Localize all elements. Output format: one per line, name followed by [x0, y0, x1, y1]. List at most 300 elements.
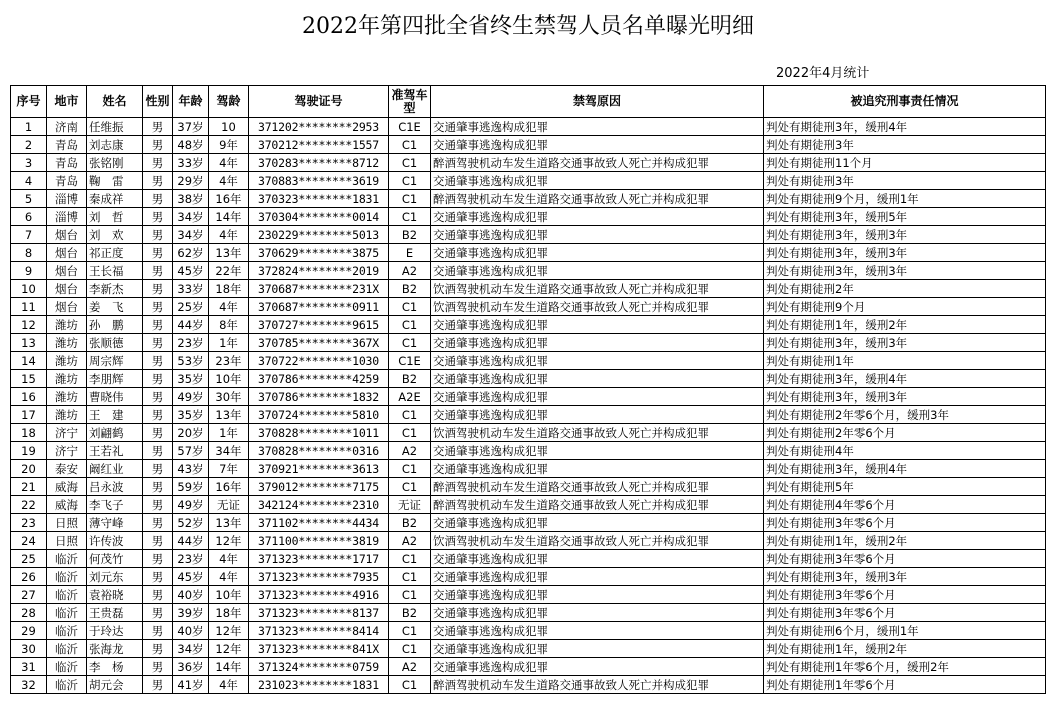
cell-ban-reason: 交通肇事逃逸构成犯罪 [431, 352, 764, 370]
table-row [11, 316, 1046, 334]
cell-criminal-liability: 判处有期徒刑3年 [764, 136, 1046, 154]
cell-ban-reason: 交通肇事逃逸构成犯罪 [431, 334, 764, 352]
cell-driving-years: 4年 [209, 172, 249, 190]
cell-criminal-liability: 判处有期徒刑5年 [764, 478, 1046, 496]
cell-vehicle-class: C1 [389, 316, 431, 334]
cell-vehicle-class: A2 [389, 532, 431, 550]
cell-gender: 男 [143, 154, 173, 172]
table-row [11, 190, 1046, 208]
cell-name: 袁裕晓 [87, 586, 143, 604]
cell-age: 34岁 [173, 226, 209, 244]
cell-ban-reason: 饮酒驾驶机动车发生道路交通事故致人死亡并构成犯罪 [431, 280, 764, 298]
cell-gender: 男 [143, 640, 173, 658]
col-header-license-number: 驾驶证号 [249, 86, 389, 118]
table-row [11, 154, 1046, 172]
cell-index: 29 [11, 622, 47, 640]
cell-driving-years: 4年 [209, 298, 249, 316]
table-row [11, 226, 1046, 244]
cell-criminal-liability: 判处有期徒刑3年零6个月 [764, 586, 1046, 604]
cell-city: 泰安 [47, 460, 87, 478]
table-row [11, 442, 1046, 460]
cell-vehicle-class: C1E [389, 118, 431, 136]
cell-age: 49岁 [173, 496, 209, 514]
cell-criminal-liability: 判处有期徒刑4年 [764, 442, 1046, 460]
table-row [11, 586, 1046, 604]
cell-gender: 男 [143, 208, 173, 226]
table-row [11, 460, 1046, 478]
cell-license-number: 230229********5013 [249, 226, 389, 244]
cell-name: 张铭刚 [87, 154, 143, 172]
cell-city: 青岛 [47, 136, 87, 154]
cell-vehicle-class: C1 [389, 478, 431, 496]
cell-age: 35岁 [173, 370, 209, 388]
cell-license-number: 370828********0316 [249, 442, 389, 460]
cell-criminal-liability: 判处有期徒刑4年零6个月 [764, 496, 1046, 514]
table-header-row [11, 86, 1046, 118]
cell-name: 任维振 [87, 118, 143, 136]
cell-name: 刘 哲 [87, 208, 143, 226]
cell-gender: 男 [143, 532, 173, 550]
cell-ban-reason: 交通肇事逃逸构成犯罪 [431, 244, 764, 262]
cell-gender: 男 [143, 172, 173, 190]
cell-ban-reason: 醉酒驾驶机动车发生道路交通事故致人死亡并构成犯罪 [431, 478, 764, 496]
cell-license-number: 370722********1030 [249, 352, 389, 370]
table-row [11, 568, 1046, 586]
cell-city: 烟台 [47, 298, 87, 316]
cell-index: 31 [11, 658, 47, 676]
cell-city: 潍坊 [47, 334, 87, 352]
cell-name: 薄守峰 [87, 514, 143, 532]
cell-criminal-liability: 判处有期徒刑3年，缓刑3年 [764, 568, 1046, 586]
cell-driving-years: 30年 [209, 388, 249, 406]
cell-gender: 男 [143, 406, 173, 424]
table-row [11, 280, 1046, 298]
cell-name: 李飞子 [87, 496, 143, 514]
cell-gender: 男 [143, 388, 173, 406]
table-row [11, 478, 1046, 496]
cell-index: 5 [11, 190, 47, 208]
cell-city: 临沂 [47, 604, 87, 622]
cell-index: 27 [11, 586, 47, 604]
cell-age: 20岁 [173, 424, 209, 442]
cell-license-number: 371324********0759 [249, 658, 389, 676]
cell-vehicle-class: B2 [389, 514, 431, 532]
cell-name: 周宗辉 [87, 352, 143, 370]
cell-ban-reason: 交通肇事逃逸构成犯罪 [431, 262, 764, 280]
cell-driving-years: 12年 [209, 622, 249, 640]
cell-driving-years: 4年 [209, 676, 249, 694]
cell-city: 临沂 [47, 658, 87, 676]
cell-driving-years: 18年 [209, 604, 249, 622]
cell-license-number: 371323********841X [249, 640, 389, 658]
cell-vehicle-class: C1 [389, 154, 431, 172]
cell-ban-reason: 交通肇事逃逸构成犯罪 [431, 550, 764, 568]
cell-license-number: 231023********1831 [249, 676, 389, 694]
cell-name: 姜 飞 [87, 298, 143, 316]
cell-city: 临沂 [47, 586, 87, 604]
cell-driving-years: 16年 [209, 190, 249, 208]
cell-index: 18 [11, 424, 47, 442]
cell-age: 62岁 [173, 244, 209, 262]
cell-city: 济宁 [47, 442, 87, 460]
cell-index: 14 [11, 352, 47, 370]
cell-license-number: 371202********2953 [249, 118, 389, 136]
col-header-city: 地市 [47, 86, 87, 118]
cell-age: 44岁 [173, 532, 209, 550]
cell-index: 8 [11, 244, 47, 262]
cell-name: 于玲达 [87, 622, 143, 640]
cell-vehicle-class: C1 [389, 208, 431, 226]
cell-driving-years: 13年 [209, 406, 249, 424]
cell-age: 40岁 [173, 622, 209, 640]
cell-license-number: 370629********3875 [249, 244, 389, 262]
cell-age: 35岁 [173, 406, 209, 424]
cell-age: 52岁 [173, 514, 209, 532]
cell-ban-reason: 交通肇事逃逸构成犯罪 [431, 442, 764, 460]
cell-age: 29岁 [173, 172, 209, 190]
cell-name: 刘元东 [87, 568, 143, 586]
cell-driving-years: 1年 [209, 424, 249, 442]
cell-index: 22 [11, 496, 47, 514]
cell-name: 张海龙 [87, 640, 143, 658]
cell-index: 12 [11, 316, 47, 334]
cell-license-number: 342124********2310 [249, 496, 389, 514]
cell-driving-years: 34年 [209, 442, 249, 460]
cell-vehicle-class: C1 [389, 622, 431, 640]
cell-age: 39岁 [173, 604, 209, 622]
cell-age: 38岁 [173, 190, 209, 208]
cell-age: 44岁 [173, 316, 209, 334]
cell-criminal-liability: 判处有期徒刑3年 [764, 172, 1046, 190]
cell-ban-reason: 醉酒驾驶机动车发生道路交通事故致人死亡并构成犯罪 [431, 676, 764, 694]
cell-vehicle-class: E [389, 244, 431, 262]
cell-vehicle-class: C1 [389, 640, 431, 658]
cell-name: 吕永波 [87, 478, 143, 496]
cell-index: 9 [11, 262, 47, 280]
cell-gender: 男 [143, 244, 173, 262]
cell-city: 日照 [47, 532, 87, 550]
cell-age: 53岁 [173, 352, 209, 370]
table-row [11, 604, 1046, 622]
cell-age: 40岁 [173, 586, 209, 604]
table-row [11, 496, 1046, 514]
cell-city: 青岛 [47, 172, 87, 190]
cell-criminal-liability: 判处有期徒刑1年零6个月，缓刑2年 [764, 658, 1046, 676]
cell-gender: 男 [143, 460, 173, 478]
cell-name: 许传波 [87, 532, 143, 550]
cell-index: 20 [11, 460, 47, 478]
cell-gender: 男 [143, 316, 173, 334]
cell-index: 24 [11, 532, 47, 550]
cell-criminal-liability: 判处有期徒刑1年，缓刑2年 [764, 316, 1046, 334]
cell-driving-years: 23年 [209, 352, 249, 370]
cell-name: 刘志康 [87, 136, 143, 154]
cell-gender: 男 [143, 586, 173, 604]
cell-city: 淄博 [47, 190, 87, 208]
cell-name: 鞠 雷 [87, 172, 143, 190]
cell-criminal-liability: 判处有期徒刑1年，缓刑2年 [764, 532, 1046, 550]
cell-age: 45岁 [173, 262, 209, 280]
cell-ban-reason: 饮酒驾驶机动车发生道路交通事故致人死亡并构成犯罪 [431, 298, 764, 316]
cell-city: 青岛 [47, 154, 87, 172]
cell-city: 烟台 [47, 262, 87, 280]
cell-index: 28 [11, 604, 47, 622]
cell-license-number: 370304********0014 [249, 208, 389, 226]
cell-gender: 男 [143, 478, 173, 496]
cell-criminal-liability: 判处有期徒刑6个月，缓刑1年 [764, 622, 1046, 640]
cell-city: 临沂 [47, 676, 87, 694]
cell-vehicle-class: C1 [389, 136, 431, 154]
banned-drivers-table [10, 85, 1046, 694]
cell-criminal-liability: 判处有期徒刑1年，缓刑2年 [764, 640, 1046, 658]
cell-license-number: 371323********8137 [249, 604, 389, 622]
table-row [11, 352, 1046, 370]
cell-index: 26 [11, 568, 47, 586]
cell-index: 6 [11, 208, 47, 226]
cell-criminal-liability: 判处有期徒刑3年，缓刑4年 [764, 460, 1046, 478]
cell-age: 43岁 [173, 460, 209, 478]
cell-ban-reason: 醉酒驾驶机动车发生道路交通事故致人死亡并构成犯罪 [431, 154, 764, 172]
table-row [11, 676, 1046, 694]
cell-index: 21 [11, 478, 47, 496]
cell-age: 37岁 [173, 118, 209, 136]
cell-criminal-liability: 判处有期徒刑3年，缓刑5年 [764, 208, 1046, 226]
cell-ban-reason: 交通肇事逃逸构成犯罪 [431, 460, 764, 478]
cell-gender: 男 [143, 604, 173, 622]
cell-age: 25岁 [173, 298, 209, 316]
cell-driving-years: 4年 [209, 550, 249, 568]
cell-driving-years: 14年 [209, 658, 249, 676]
cell-city: 潍坊 [47, 352, 87, 370]
table-body [11, 118, 1046, 694]
col-header-ban-reason: 禁驾原因 [431, 86, 764, 118]
table-row [11, 244, 1046, 262]
cell-driving-years: 4年 [209, 154, 249, 172]
cell-vehicle-class: 无证 [389, 496, 431, 514]
cell-name: 李新杰 [87, 280, 143, 298]
cell-license-number: 379012********7175 [249, 478, 389, 496]
cell-city: 威海 [47, 478, 87, 496]
cell-driving-years: 13年 [209, 244, 249, 262]
cell-gender: 男 [143, 298, 173, 316]
cell-city: 烟台 [47, 244, 87, 262]
cell-age: 34岁 [173, 208, 209, 226]
cell-index: 1 [11, 118, 47, 136]
cell-criminal-liability: 判处有期徒刑2年零6个月，缓刑3年 [764, 406, 1046, 424]
cell-name: 曹晓伟 [87, 388, 143, 406]
cell-age: 41岁 [173, 676, 209, 694]
cell-ban-reason: 交通肇事逃逸构成犯罪 [431, 406, 764, 424]
cell-index: 30 [11, 640, 47, 658]
cell-license-number: 370212********1557 [249, 136, 389, 154]
cell-criminal-liability: 判处有期徒刑3年零6个月 [764, 514, 1046, 532]
cell-city: 潍坊 [47, 316, 87, 334]
cell-driving-years: 18年 [209, 280, 249, 298]
cell-gender: 男 [143, 550, 173, 568]
cell-index: 16 [11, 388, 47, 406]
cell-vehicle-class: C1 [389, 298, 431, 316]
cell-criminal-liability: 判处有期徒刑3年，缓刑4年 [764, 118, 1046, 136]
table-row [11, 172, 1046, 190]
cell-name: 王若礼 [87, 442, 143, 460]
cell-driving-years: 无证 [209, 496, 249, 514]
cell-criminal-liability: 判处有期徒刑3年零6个月 [764, 604, 1046, 622]
cell-city: 淄博 [47, 208, 87, 226]
cell-gender: 男 [143, 676, 173, 694]
table-row [11, 388, 1046, 406]
col-header-gender: 性别 [143, 86, 173, 118]
table-row [11, 622, 1046, 640]
cell-name: 李 杨 [87, 658, 143, 676]
cell-city: 日照 [47, 514, 87, 532]
cell-ban-reason: 交通肇事逃逸构成犯罪 [431, 622, 764, 640]
cell-city: 烟台 [47, 280, 87, 298]
cell-gender: 男 [143, 118, 173, 136]
cell-age: 33岁 [173, 280, 209, 298]
cell-gender: 男 [143, 622, 173, 640]
cell-index: 2 [11, 136, 47, 154]
cell-index: 17 [11, 406, 47, 424]
cell-criminal-liability: 判处有期徒刑2年零6个月 [764, 424, 1046, 442]
cell-age: 59岁 [173, 478, 209, 496]
table-row [11, 640, 1046, 658]
cell-index: 19 [11, 442, 47, 460]
col-header-index: 序号 [11, 86, 47, 118]
cell-license-number: 371323********8414 [249, 622, 389, 640]
cell-gender: 男 [143, 442, 173, 460]
col-header-criminal-liability: 被追究刑事责任情况 [764, 86, 1046, 118]
cell-gender: 男 [143, 352, 173, 370]
cell-gender: 男 [143, 136, 173, 154]
cell-age: 45岁 [173, 568, 209, 586]
cell-criminal-liability: 判处有期徒刑3年，缓刑3年 [764, 262, 1046, 280]
cell-vehicle-class: B2 [389, 604, 431, 622]
cell-gender: 男 [143, 568, 173, 586]
cell-age: 34岁 [173, 640, 209, 658]
cell-name: 刘翩鹤 [87, 424, 143, 442]
cell-driving-years: 4年 [209, 568, 249, 586]
cell-vehicle-class: C1 [389, 172, 431, 190]
cell-criminal-liability: 判处有期徒刑9个月，缓刑1年 [764, 190, 1046, 208]
cell-name: 张顺德 [87, 334, 143, 352]
cell-vehicle-class: C1 [389, 586, 431, 604]
cell-criminal-liability: 判处有期徒刑3年，缓刑3年 [764, 244, 1046, 262]
cell-vehicle-class: C1 [389, 424, 431, 442]
cell-criminal-liability: 判处有期徒刑2年 [764, 280, 1046, 298]
cell-gender: 男 [143, 226, 173, 244]
cell-ban-reason: 交通肇事逃逸构成犯罪 [431, 604, 764, 622]
cell-ban-reason: 交通肇事逃逸构成犯罪 [431, 370, 764, 388]
cell-city: 济宁 [47, 424, 87, 442]
cell-name: 王长福 [87, 262, 143, 280]
cell-driving-years: 10年 [209, 586, 249, 604]
cell-driving-years: 7年 [209, 460, 249, 478]
cell-name: 阚红业 [87, 460, 143, 478]
table-row [11, 262, 1046, 280]
cell-city: 临沂 [47, 550, 87, 568]
cell-ban-reason: 交通肇事逃逸构成犯罪 [431, 388, 764, 406]
cell-ban-reason: 交通肇事逃逸构成犯罪 [431, 136, 764, 154]
cell-age: 49岁 [173, 388, 209, 406]
cell-city: 临沂 [47, 640, 87, 658]
cell-gender: 男 [143, 424, 173, 442]
cell-gender: 男 [143, 280, 173, 298]
cell-license-number: 370687********231X [249, 280, 389, 298]
col-header-age: 年龄 [173, 86, 209, 118]
cell-gender: 男 [143, 496, 173, 514]
cell-age: 33岁 [173, 154, 209, 172]
cell-age: 23岁 [173, 550, 209, 568]
cell-license-number: 371323********7935 [249, 568, 389, 586]
col-header-name: 姓名 [87, 86, 143, 118]
cell-city: 潍坊 [47, 370, 87, 388]
cell-criminal-liability: 判处有期徒刑3年，缓刑3年 [764, 388, 1046, 406]
cell-vehicle-class: B2 [389, 370, 431, 388]
cell-index: 25 [11, 550, 47, 568]
cell-license-number: 370786********1832 [249, 388, 389, 406]
cell-index: 4 [11, 172, 47, 190]
cell-driving-years: 16年 [209, 478, 249, 496]
cell-driving-years: 13年 [209, 514, 249, 532]
statistics-date-note: 2022年4月统计 [776, 66, 870, 81]
table-row [11, 298, 1046, 316]
cell-license-number: 372824********2019 [249, 262, 389, 280]
table-row [11, 532, 1046, 550]
table-row [11, 118, 1046, 136]
cell-driving-years: 22年 [209, 262, 249, 280]
cell-ban-reason: 交通肇事逃逸构成犯罪 [431, 640, 764, 658]
col-header-driving-years: 驾龄 [209, 86, 249, 118]
cell-driving-years: 10年 [209, 370, 249, 388]
table-row [11, 406, 1046, 424]
cell-license-number: 370786********4259 [249, 370, 389, 388]
table-row [11, 370, 1046, 388]
cell-ban-reason: 交通肇事逃逸构成犯罪 [431, 172, 764, 190]
cell-age: 48岁 [173, 136, 209, 154]
cell-ban-reason: 饮酒驾驶机动车发生道路交通事故致人死亡并构成犯罪 [431, 532, 764, 550]
cell-gender: 男 [143, 658, 173, 676]
cell-ban-reason: 交通肇事逃逸构成犯罪 [431, 586, 764, 604]
cell-gender: 男 [143, 334, 173, 352]
table-row [11, 334, 1046, 352]
table-row [11, 550, 1046, 568]
cell-index: 7 [11, 226, 47, 244]
cell-criminal-liability: 判处有期徒刑1年 [764, 352, 1046, 370]
cell-city: 烟台 [47, 226, 87, 244]
cell-ban-reason: 饮酒驾驶机动车发生道路交通事故致人死亡并构成犯罪 [431, 424, 764, 442]
table-row [11, 514, 1046, 532]
cell-ban-reason: 交通肇事逃逸构成犯罪 [431, 118, 764, 136]
cell-license-number: 370883********3619 [249, 172, 389, 190]
cell-vehicle-class: B2 [389, 280, 431, 298]
cell-license-number: 371323********1717 [249, 550, 389, 568]
cell-ban-reason: 交通肇事逃逸构成犯罪 [431, 568, 764, 586]
cell-vehicle-class: C1 [389, 550, 431, 568]
cell-index: 11 [11, 298, 47, 316]
cell-vehicle-class: A2E [389, 388, 431, 406]
cell-driving-years: 9年 [209, 136, 249, 154]
cell-driving-years: 10 [209, 118, 249, 136]
cell-city: 威海 [47, 496, 87, 514]
cell-name: 秦成祥 [87, 190, 143, 208]
cell-ban-reason: 交通肇事逃逸构成犯罪 [431, 514, 764, 532]
cell-index: 3 [11, 154, 47, 172]
cell-ban-reason: 交通肇事逃逸构成犯罪 [431, 226, 764, 244]
cell-city: 临沂 [47, 568, 87, 586]
cell-index: 32 [11, 676, 47, 694]
cell-vehicle-class: A2 [389, 262, 431, 280]
cell-license-number: 370785********367X [249, 334, 389, 352]
